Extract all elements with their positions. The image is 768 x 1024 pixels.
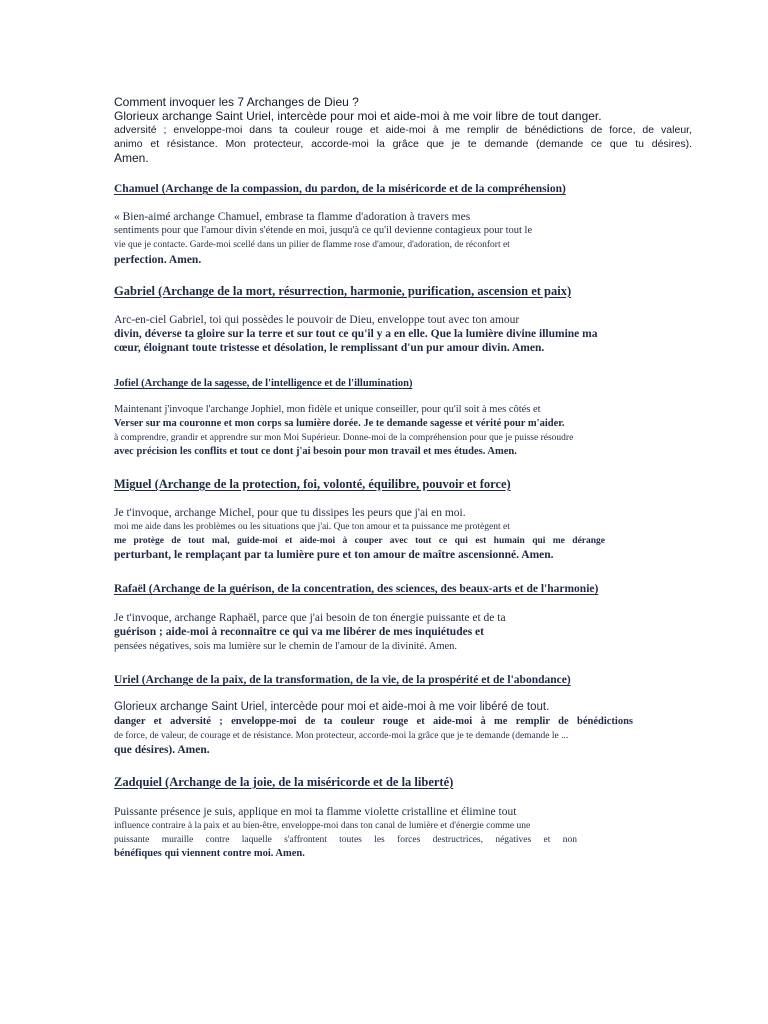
section-heading-zadquiel: Zadquiel (Archange de la joie, de la miséricorde et de la liberté): [114, 775, 454, 789]
body-line: bénéfiques qui viennent contre moi. Amen.: [114, 848, 305, 859]
intro-line: Amen.: [114, 151, 149, 165]
section-body-miguel: [114, 506, 692, 563]
body-line: cœur, éloignant toute tristesse et désolation, le remplissant d'un pur amour divin. Amen.: [114, 342, 545, 354]
body-line: Glorieux archange Saint Uriel, intercède pour moi et aide-moi à me voir libéré de tout.: [114, 701, 550, 713]
body-line: pensées négatives, sois ma lumière sur le chemin de l'amour de la divinité. Amen.: [114, 641, 458, 652]
intro-line: adversité ; enveloppe-moi dans ta couleur rouge et aide-moi à me remplir de bénédictions de force, de valeur,: [114, 124, 692, 136]
body-line: divin, déverse ta gloire sur la terre et sur tout ce qu'il y a en elle. Que la lumière divine illumine ma: [114, 328, 598, 340]
body-line: que désires). Amen.: [114, 744, 210, 756]
section-heading-uriel: Uriel (Archange de la paix, de la transformation, de la vie, de la prospérité et de l'abondance): [114, 674, 571, 686]
section-heading-rafael: Rafaël (Archange de la guérison, de la concentration, des sciences, des beaux-arts et de l'harmonie): [114, 583, 599, 595]
intro-line: animo et résistance. Mon protecteur, accorde-moi la grâce que je te demande (demande ce que tu désires).: [114, 138, 692, 150]
section-body-chamuel: [114, 210, 692, 268]
body-line: Verser sur ma couronne et mon corps sa lumière dorée. Je te demande sagesse et vérité pour m'aider.: [114, 418, 565, 429]
section-heading-gabriel: Gabriel (Archange de la mort, résurrection, harmonie, purification, ascension et paix): [114, 284, 572, 298]
section-heading-chamuel: Chamuel (Archange de la compassion, du pardon, de la miséricorde et de la compréhension): [114, 183, 566, 195]
body-line: avec précision les conflits et tout ce dont j'ai besoin pour mon travail et mes études. Amen.: [114, 446, 517, 457]
body-line: Maintenant j'invoque l'archange Jophiel, mon fidèle et unique conseiller, pour qu'il soit à mes côtés et: [114, 404, 541, 415]
section-body-gabriel: [114, 313, 692, 355]
section-body-uriel: [114, 700, 692, 758]
section-body-rafael: [114, 611, 692, 654]
body-line: Je t'invoque, archange Raphaël, parce que j'ai besoin de ton énergie puissante et de ta: [114, 612, 506, 624]
body-line: guérison ; aide-moi à reconnaître ce qui va me libérer de mes inquiétudes et: [114, 626, 484, 638]
body-line: de force, de valeur, de courage et de résistance. Mon protecteur, accorde-moi la grâce que je te demande (demande le ...: [114, 731, 569, 741]
body-line: danger et adversité ; enveloppe-moi de ta couleur rouge et aide-moi à me remplir de bénédictions: [114, 716, 633, 727]
body-line: à comprendre, grandir et apprendre sur mon Moi Supérieur. Donne-moi de la compréhension pour que je puisse résoudre: [114, 433, 574, 443]
body-line: puissante muraille contre laquelle s'affrontent toutes les forces destructrices, négatives et non: [114, 835, 577, 845]
section-body-zadquiel: [114, 805, 692, 861]
body-line: vie que je contacte. Garde-moi scellé dans un pilier de flamme rose d'amour, d'adoration, de réconfort et: [114, 240, 510, 250]
intro-block: [114, 95, 692, 165]
body-line: Puissante présence je suis, applique en moi ta flamme violette cristalline et élimine tout: [114, 806, 517, 818]
body-line: « Bien-aimé archange Chamuel, embrase ta flamme d'adoration à travers mes: [114, 211, 471, 223]
body-line: influence contraire à la paix et au bien-être, enveloppe-moi dans ton canal de lumière et d'énergie comme une: [114, 821, 531, 831]
body-line: perfection. Amen.: [114, 254, 202, 266]
section-heading-miguel: Miguel (Archange de la protection, foi, volonté, équilibre, pouvoir et force): [114, 477, 511, 491]
section-body-jofiel: [114, 403, 692, 459]
body-line: perturbant, le remplaçant par ta lumière pure et ton amour de maître ascensionné. Amen.: [114, 549, 554, 561]
body-line: sentiments pour que l'amour divin s'étende en moi, jusqu'à ce qu'il devienne contagieux pour tout le: [114, 225, 533, 236]
section-heading-jofiel: Jofiel (Archange de la sagesse, de l'intelligence et de l'illumination): [114, 378, 413, 389]
body-line: Je t'invoque, archange Michel, pour que tu dissipes les peurs que j'ai en moi.: [114, 507, 466, 519]
document-title: Comment invoquer les 7 Archanges de Dieu ?: [114, 95, 359, 109]
body-line: moi me aide dans les problèmes ou les situations que j'ai. Que ton amour et ta puissance me protègent et: [114, 522, 510, 532]
body-line: me protège de tout mal, guide-moi et aide-moi à couper avec tout ce qui est humain qui me dérange: [114, 536, 605, 546]
body-line: Arc-en-ciel Gabriel, toi qui possèdes le pouvoir de Dieu, enveloppe tout avec ton amour: [114, 314, 520, 326]
intro-line: Glorieux archange Saint Uriel, intercède pour moi et aide-moi à me voir libre de tout danger.: [114, 109, 602, 123]
